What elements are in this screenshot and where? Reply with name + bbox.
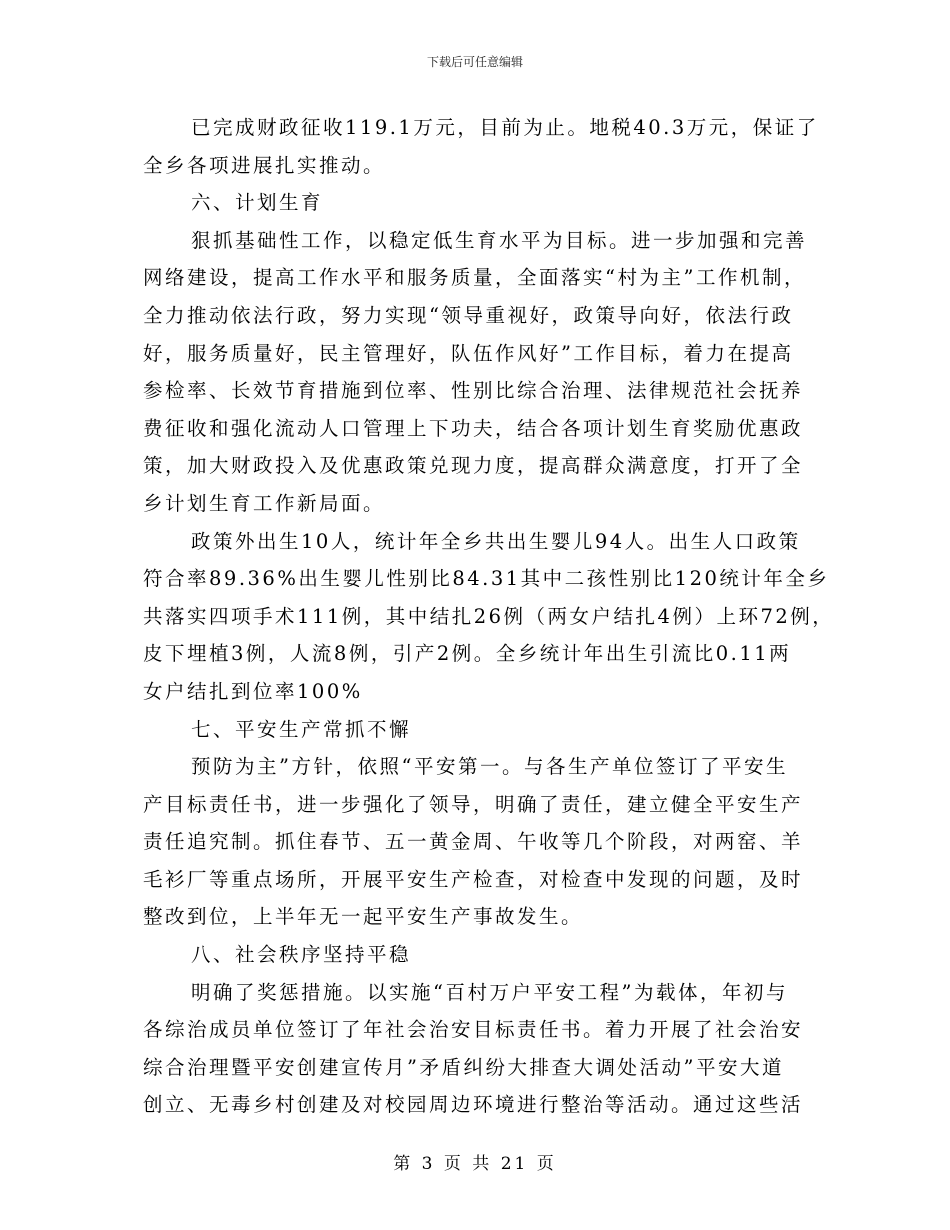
text-line: 创立、无毒乡村创建及对校园周边环境进行整治等活动。通过这些活 bbox=[143, 1093, 804, 1117]
text-line: 费征收和强化流动人口管理上下功夫，结合各项计划生育奖励优惠政 bbox=[143, 416, 804, 440]
text-line: 参检率、长效节育措施到位率、性别比综合治理、法律规范社会抚养 bbox=[143, 379, 804, 403]
text-line: 政策外出生10人，统计年全乡共出生婴儿94人。出生人口政策 bbox=[191, 529, 801, 553]
text-line: 狠抓基础性工作，以稳定低生育水平为目标。进一步加强和完善 bbox=[191, 228, 808, 252]
text-line: 各综治成员单位签订了年社会治安目标责任书。着力开展了社会治安 bbox=[143, 1018, 804, 1042]
text-line: 已完成财政征收119.1万元，目前为止。地税40.3万元，保证了 bbox=[191, 116, 819, 139]
text-line: 预防为主”方针，依照“平安第一。与各生产单位签订了平安生 bbox=[191, 755, 788, 779]
text-line: 毛衫厂等重点场所，开展平安生产检查，对检查中发现的问题，及时 bbox=[143, 867, 804, 891]
text-line: 符合率89.36%出生婴儿性别比84.31其中二孩性别比120统计年全乡 bbox=[143, 567, 830, 591]
text-line: 全乡各项进展扎实推动。 bbox=[143, 153, 386, 177]
text-line: 七、平安生产常抓不懈 bbox=[191, 717, 412, 741]
document-body bbox=[143, 109, 835, 1124]
text-line: 责任追究制。抓住春节、五一黄金周、午收等几个阶段，对两窑、羊 bbox=[143, 830, 804, 854]
text-line: 明确了奖惩措施。以实施“百村万户平安工程”为载体，年初与 bbox=[191, 980, 788, 1004]
text-line: 皮下埋植3例，人流8例，引产2例。全乡统计年出生引流比0.11两 bbox=[143, 642, 792, 666]
text-line: 共落实四项手术111例，其中结扎26例（两女户结扎4例）上环72例， bbox=[143, 604, 835, 628]
text-line: 六、计划生育 bbox=[191, 191, 324, 215]
header-note: 下载后可任意编辑 bbox=[426, 55, 523, 69]
text-line: 整改到位，上半年无一起平安生产事故发生。 bbox=[143, 905, 584, 929]
text-line: 乡计划生育工作新局面。 bbox=[143, 491, 386, 515]
text-line: 好，服务质量好，民主管理好，队伍作风好”工作目标，着力在提高 bbox=[143, 341, 794, 365]
text-line: 女户结扎到位率100% bbox=[143, 679, 363, 703]
text-line: 八、社会秩序坚持平稳 bbox=[191, 943, 412, 967]
text-line: 全力推动依法行政，努力实现“领导重视好，政策导向好，依法行政 bbox=[143, 303, 794, 327]
text-line: 网络建设，提高工作水平和服务质量，全面落实“村为主”工作机制， bbox=[143, 266, 806, 290]
text-line: 产目标责任书，进一步强化了领导，明确了责任，建立健全平安生产 bbox=[143, 792, 804, 816]
text-line: 策，加大财政投入及优惠政策兑现力度，提高群众满意度，打开了全 bbox=[143, 454, 804, 478]
text-line: 综合治理暨平安创建宣传月”矛盾纠纷大排查大调处活动”平安大道 bbox=[143, 1055, 784, 1079]
page-number: 第 3 页 共 21 页 bbox=[393, 1154, 557, 1174]
